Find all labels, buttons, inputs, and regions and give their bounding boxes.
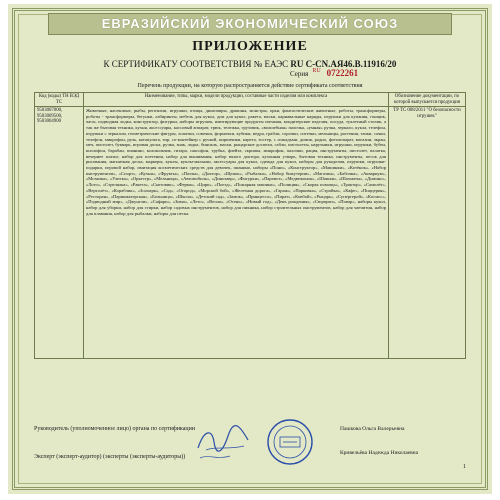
series-prefix: RU [312,68,321,74]
signature-block [34,416,466,476]
head-name: Пашкова Ольга Валерьевна [340,426,405,432]
series-label: Серия [290,70,309,78]
expert-name: Кривельёва Надежда Николаевна [340,450,419,456]
cell-doc: ТР ТС 008/2011 "О безопасности игрушек" [389,107,466,359]
product-table [34,92,466,359]
certificate-sheet [8,4,492,494]
header-name: Наименование, типы, марки, модели продукции, составные части изделия или комплекса [84,93,389,107]
expert-label: Эксперт (эксперт-аудитор) (эксперты (эксперты-аудиторы)) [34,454,186,460]
header-code: Код (коды) ТН ВЭД ТС [35,93,84,107]
union-banner: ЕВРАЗИЙСКИЙ ЭКОНОМИЧЕСКИЙ СОЮЗ [48,13,452,35]
series-block [290,68,358,78]
certificate-number: RU C-CN.АЯ46.В.11916/20 [290,59,397,69]
cell-codes: 9503007000, 9503009500, 9503004900 [35,107,84,359]
table-row [35,107,466,359]
table-caption: Перечень продукции, на которую распространяется действие сертификата соответствия [137,83,363,89]
document-title: ПРИЛОЖЕНИЕ [192,39,308,54]
head-label: Руководитель (уполномоченное лицо) органа по сертификации [34,426,196,432]
signatory-labels [34,426,196,460]
certificate-prefix: К СЕРТИФИКАТУ СООТВЕТСТВИЯ № ЕАЭС [103,59,289,69]
series-number: 0722261 [326,68,359,78]
page-number: 1 [463,464,466,470]
certificate-reference [8,59,492,69]
signatory-names [340,426,419,456]
seal-stamp [266,418,314,466]
cell-description: Животные, насекомые, рыбы, рептилии, игрушки, птицы, динозавры, драконы, монстры, орки, фантастические животные, роботы, трансформеры, роботы - трансформеры, бегунки, лабиринты, мебель для кукол, дом для кукол, ракета, маски, карнавальные наряды, игрушки для купания, гонщик, часы, подводная лодка, конструктор, фигурки, наборы игрушек, имитирующие продукты питания, кондитерские изделия, посуда, туалетный столик, а так же бытовая техника, кухня, аксессуары, кассовый аппарат, трюк, тележка, грузовик, «волшебная» палочка, «умная» ручка, зеркало, кукла, телефон, игрушки с зеркалом, геометрические фигуры, лопатки, совочки, формочки, кубики, ведра, грабли, сорочки, ситечки, мельницы, растения, тачки, сачки, телефон, микрофон, руль, катапульта, тир, со-контейнер с ручкой, кирпичики, карета, тостер, с лошадьми, домик, радио, фотоаппарат, магазин, экран, меч, пистолет, букварь, игровая доска, ручка, знак, лодка, бинокль, маски, рыцарские доспехи, сабли, пистолеты, наручники, игрушки, игрушки, бубен, ксилофон, барабан, пианино, колокольчик, гитара, саксофон, трубка, флейта, скрипка, микрофон, палочки, рация, инструменты, пистолет, палатка, вечернее платье, набор для плетения, набор для вышивания, набор юного доктора, кухонная утварь, бытовая техника, инструменты, песок для рисования, магнитная доска, маркеры, куклы, куклы-малыши, аксессуары для кукол, одежда для кукол, наборы для рукоделия, игрушки, игрушки-подарки, игровой набор, имитация косметических средств для девочек, пианино, наборы «Пони», «Конструктор», «Машинки», «Котёнок», «Набор инструментов», «Спорт», «Кухня», «Фрукты», «Пазлы», «Доктор», «Щенок», «Рыбалка», «Набор бижутерии», «Магазин», «Бабочка», «Аквариум», «Мозаика», «Улитка», «Оркестр», «Мельница», «Автомобиль», «Динозавр», «Фигурки», «Паровоз», «Медвежонок», «Шашки», «Шахматы», «Домино», «Лото», «Стрелялка», «Ракета», «Снеговик», «Ферма», «Цирк», «Поезд», «Пожарная машина», «Полиция», «Скорая помощь», «Трактор», «Самолёт», «Вертолёт», «Кораблик», «Зоопарк», «Сад», «Огород», «Морской бой», «Железная дорога», «Гараж», «Парковка», «Стройка», «Кафе», «Пиццерия», «Ресторан», «Парикмахерская», «Больница», «Школа», «Детский сад», «Замок», «Принцесса», «Пират», «Ковбой», «Рыцарь», «Супергерой», «Космос», «Подводный мир», «Джунгли», «Сафари», «Зима», «Лето», «Весна», «Осень», «Новый год», «День рождения», «Сюрприз», «Повар», наборы кукол, набор для уборки, набор для стирки, набор садовых инструментов, набор для пикника, набор строительных инструментов, набор для чаепития, набор для плавания, набор для рыбалки, наборы для песка. [84,107,389,359]
header-doc: Обозначение документации, по которой выпускается продукция [389,93,466,107]
signature-image [194,420,254,460]
